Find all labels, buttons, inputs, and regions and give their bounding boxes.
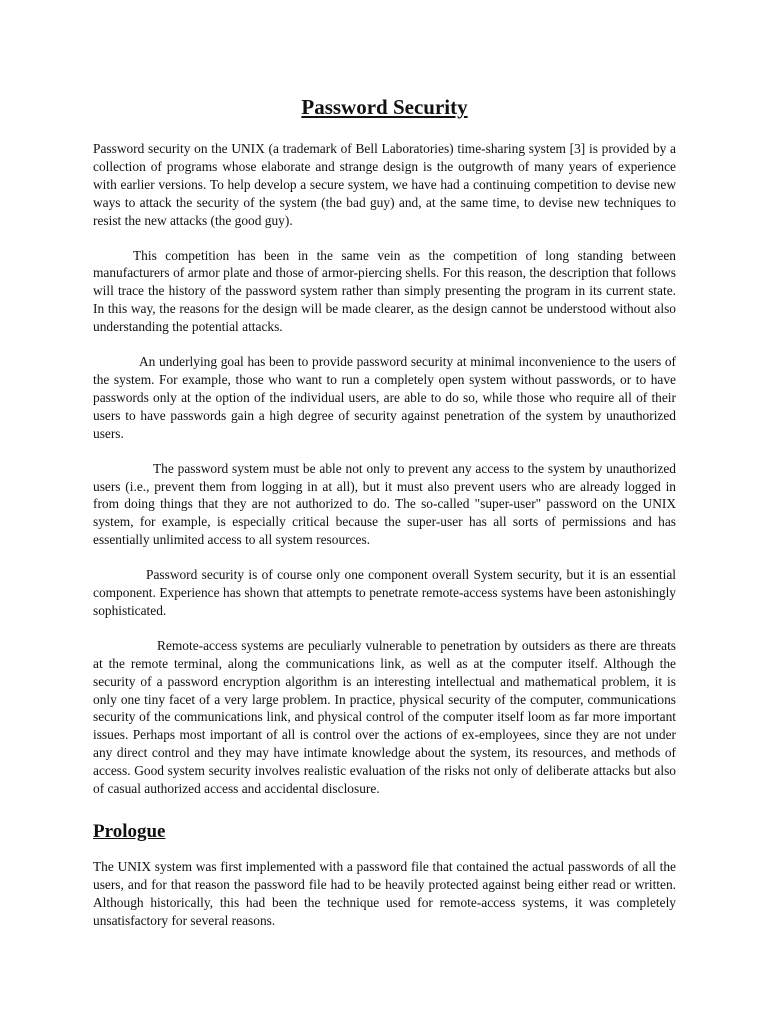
paragraph-password-system: The password system must be able not only to prevent any access to the system by unauthorized users (i.e., prevent them from logging in at all), but it must also prevent users who are already logged in from doing things that they are not authorized to do. The so-called "super-user" password on the UNIX system, for example, is especially critical because the super-user has all sorts of permissions and has essentially unlimited access to all system resources. xyxy=(93,460,676,548)
document-page xyxy=(93,92,676,947)
paragraph-goal: An underlying goal has been to provide password security at minimal inconvenience to the users of the system. For example, those who want to run a completely open system without passwords, or to have passwords only at the option of the individual users, are able to do so, while those who require all of their users to have passwords gain a high degree of security against penetration of the system by unauthorized users. xyxy=(93,354,676,441)
paragraph-component: Password security is of course only one component overall System security, but it is an essential component. Experience has shown that attempts to penetrate remote-access systems have been astonishingly sophisticated. xyxy=(93,567,676,618)
paragraph-competition: This competition has been in the same vein as the competition of long standing between manufacturers of armor plate and those of armor-piercing shells. For this reason, the description that follows will trace the history of the password system rather than simply presenting the program in its current state. In this way, the reasons for the design will be made clearer, as the design cannot be understood without also understanding the potential attacks. xyxy=(93,247,676,335)
paragraph-prologue: The UNIX system was first implemented with a password file that contained the actual passwords of all the users, and for that reason the password file had to be heavily protected against being either read or written. Although historically, this had been the technique used for remote-access systems, it was completely unsatisfactory for several reasons. xyxy=(93,859,676,928)
paragraph-intro: Password security on the UNIX (a trademark of Bell Laboratories) time-sharing system [3] is provided by a collection of programs whose elaborate and strange design is the outgrowth of many years of experience with earlier versions. To help develop a secure system, we have had a continuing competition to devise new ways to attack the security of the system (the bad guy) and, at the same time, to devise new techniques to resist the new attacks (the good guy). xyxy=(93,141,676,228)
document-title: Password Security xyxy=(301,95,468,119)
paragraph-remote-access: Remote-access systems are peculiarly vulnerable to penetration by outsiders as there are threats at the remote terminal, along the communications link, as well as at the computer itself. Although the security of a password encryption algorithm is an interesting intellectual and mathematical problem, it is only one tiny facet of a very large problem. In practice, physical security of the computer, communications security of the communications link, and physical control of the computer itself loom as far more important issues. Perhaps most important of all is control over the actions of ex-employees, since they are not under any direct control and they may have intimate knowledge about the system, its resources, and methods of access. Good system security involves realistic evaluation of the risks not only of deliberate attacks but also of casual authorized access and accidental disclosure. xyxy=(93,637,676,797)
section-heading-prologue: Prologue xyxy=(93,821,166,842)
